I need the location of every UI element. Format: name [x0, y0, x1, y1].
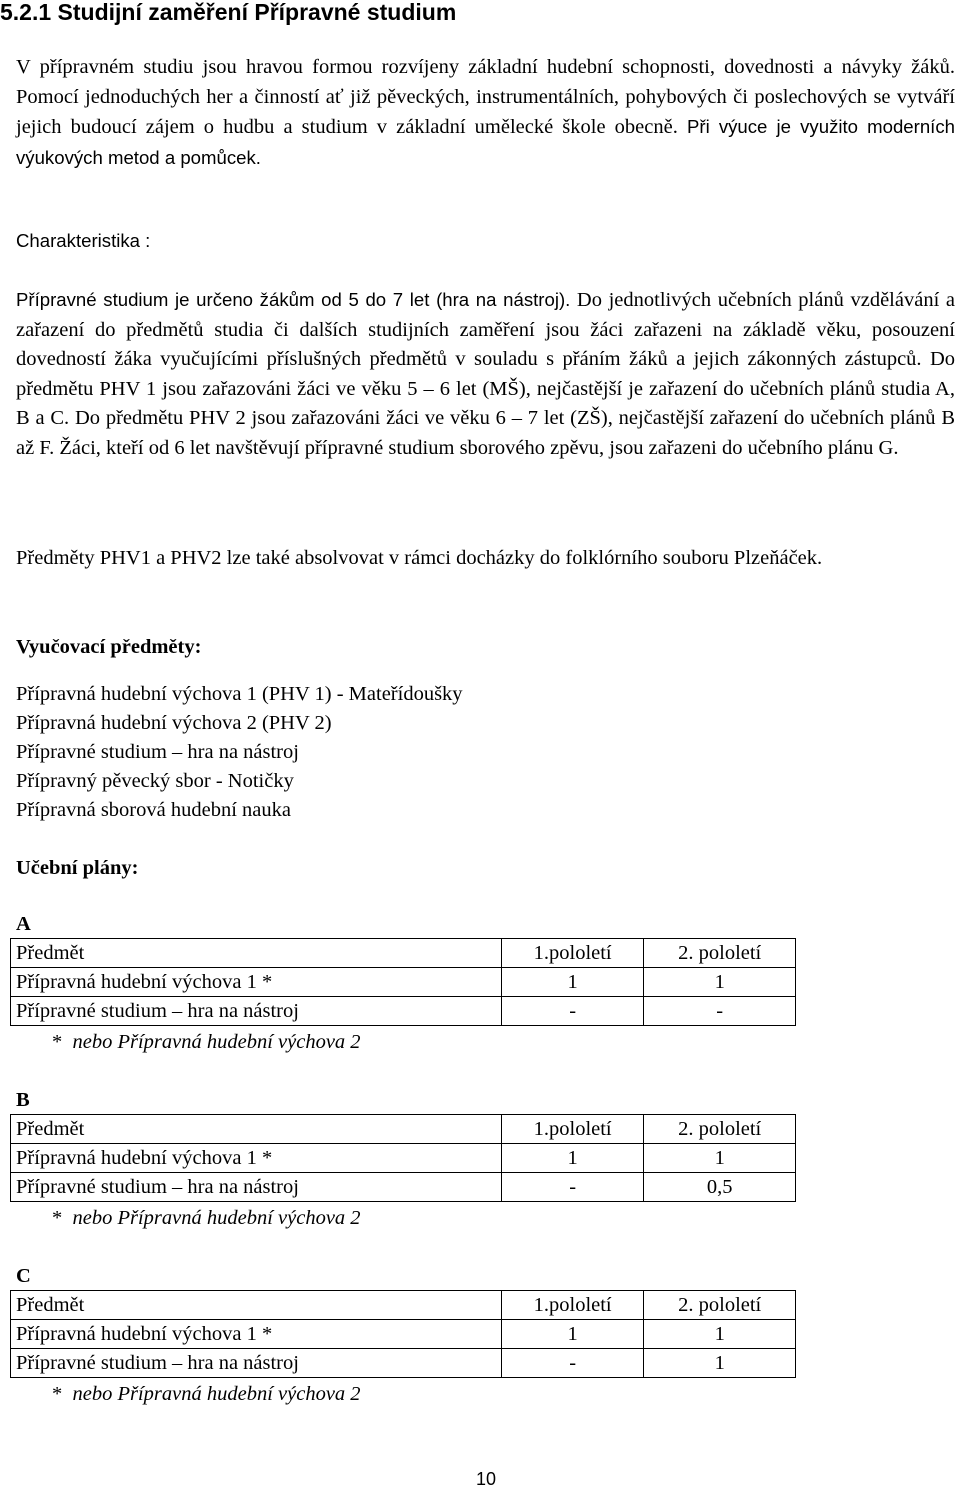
header-subject: Předmět — [11, 939, 502, 968]
page-number: 10 — [475, 1469, 497, 1489]
row-subject: Přípravná hudební výchova 1 * — [11, 968, 502, 997]
row-semester-2: 1 — [644, 1349, 796, 1378]
intro-paragraph — [16, 53, 955, 173]
note-star: * — [52, 1207, 63, 1229]
intro-text-methods: Při výuce je využito moderních výukových metod a pomůcek. — [16, 116, 955, 168]
characteristics-intro: Přípravné studium je určeno žákům od 5 do 7 let (hra na nástroj). — [16, 289, 571, 310]
plans-heading: Učební plány: — [16, 857, 139, 879]
subject-item: Přípravná hudební výchova 2 (PHV 2) — [16, 712, 332, 734]
subjects-heading: Vyučovací předměty: — [16, 636, 202, 658]
subject-item: Přípravná hudební výchova 1 (PHV 1) - Mateřídoušky — [16, 683, 463, 705]
row-semester-2: 1 — [644, 968, 796, 997]
table-row — [11, 1173, 796, 1202]
section-heading: 5.2.1 Studijní zaměření Přípravné studium — [0, 0, 457, 25]
row-semester-2: 0,5 — [644, 1173, 796, 1202]
row-semester-2: 1 — [644, 1320, 796, 1349]
intro-text: V přípravném studiu jsou hravou formou rozvíjeny základní hudební schopnosti, dovednosti a návyky žáků. Pomocí jednoduchých her a činností ať již pěveckých, instrumentálních, pohybových či poslechových se vytváří jejich budoucí zájem o hudbu a studium v základní umělecké škole obecně. — [16, 56, 955, 138]
row-semester-1: - — [501, 1173, 644, 1202]
note-text: nebo Přípravná hudební výchova 2 — [72, 1383, 361, 1405]
row-semester-1: - — [501, 997, 644, 1026]
table-row — [11, 1320, 796, 1349]
plan-table-c — [10, 1290, 796, 1378]
characteristics-label: Charakteristika : — [16, 230, 151, 251]
plan-note-a — [52, 1028, 361, 1056]
row-subject: Přípravná hudební výchova 1 * — [11, 1320, 502, 1349]
header-semester-2: 2. pololetí — [644, 1115, 796, 1144]
header-semester-2: 2. pololetí — [644, 939, 796, 968]
table-row — [11, 968, 796, 997]
plan-table-b — [10, 1114, 796, 1202]
note-text: nebo Přípravná hudební výchova 2 — [72, 1031, 361, 1053]
characteristics-paragraph — [16, 285, 955, 463]
characteristics-phv: Do předmětu PHV 1 jsou zařazováni žáci ve věku 5 – 6 let (MŠ), nejčastější je zařazení do učebních plánů studia A, B a C. Do předmětu PHV 2 jsou zařazováni žáci ve věku 6 – 7 let (ZŠ), nejčastější zařazení do učebních plánů B až F. — [16, 348, 955, 459]
note-star: * — [52, 1383, 63, 1405]
plan-note-c — [52, 1380, 361, 1408]
table-header-row — [11, 1291, 796, 1320]
header-subject: Předmět — [11, 1291, 502, 1320]
table-header-row — [11, 939, 796, 968]
subject-item: Přípravné studium – hra na nástroj — [16, 741, 299, 763]
row-semester-1: 1 — [501, 1320, 644, 1349]
row-subject: Přípravné studium – hra na nástroj — [11, 1349, 502, 1378]
table-header-row — [11, 1115, 796, 1144]
row-semester-1: 1 — [501, 968, 644, 997]
row-semester-2: - — [644, 997, 796, 1026]
note-star: * — [52, 1031, 63, 1053]
row-subject: Přípravná hudební výchova 1 * — [11, 1144, 502, 1173]
header-semester-1: 1.pololetí — [501, 939, 644, 968]
header-semester-1: 1.pololetí — [501, 1291, 644, 1320]
row-subject: Přípravné studium – hra na nástroj — [11, 997, 502, 1026]
subject-item: Přípravná sborová hudební nauka — [16, 799, 291, 821]
plan-note-b — [52, 1204, 361, 1232]
subject-item: Přípravný pěvecký sbor - Notičky — [16, 770, 294, 792]
table-row — [11, 1349, 796, 1378]
table-row — [11, 997, 796, 1026]
characteristics-choir: Žáci, kteří od 6 let navštěvují přípravné studium sborového zpěvu, jsou zařazeni do učebního plánu G. — [54, 436, 899, 459]
row-semester-1: 1 — [501, 1144, 644, 1173]
plan-letter-b: B — [16, 1089, 30, 1111]
header-semester-1: 1.pololetí — [501, 1115, 644, 1144]
row-semester-1: - — [501, 1349, 644, 1378]
header-semester-2: 2. pololetí — [644, 1291, 796, 1320]
folklore-paragraph: Předměty PHV1 a PHV2 lze také absolvovat v rámci docházky do folklórního souboru Plzeňáček. — [16, 547, 823, 569]
plan-letter-a: A — [16, 913, 31, 935]
row-semester-2: 1 — [644, 1144, 796, 1173]
table-row — [11, 1144, 796, 1173]
plan-letter-c: C — [16, 1265, 31, 1287]
header-subject: Předmět — [11, 1115, 502, 1144]
note-text: nebo Přípravná hudební výchova 2 — [72, 1207, 361, 1229]
row-subject: Přípravné studium – hra na nástroj — [11, 1173, 502, 1202]
plan-table-a — [10, 938, 796, 1026]
characteristics-assignment: Do jednotlivých učebních plánů vzdělávání a zařazení do předmětů studia či dalších studijních zaměření jsou žáci zařazeni na základě věku, posouzení dovedností žáka vyučujícími příslušných předmětů v souladu s přáním žáků a jejich zákonných zástupců. — [16, 289, 955, 370]
